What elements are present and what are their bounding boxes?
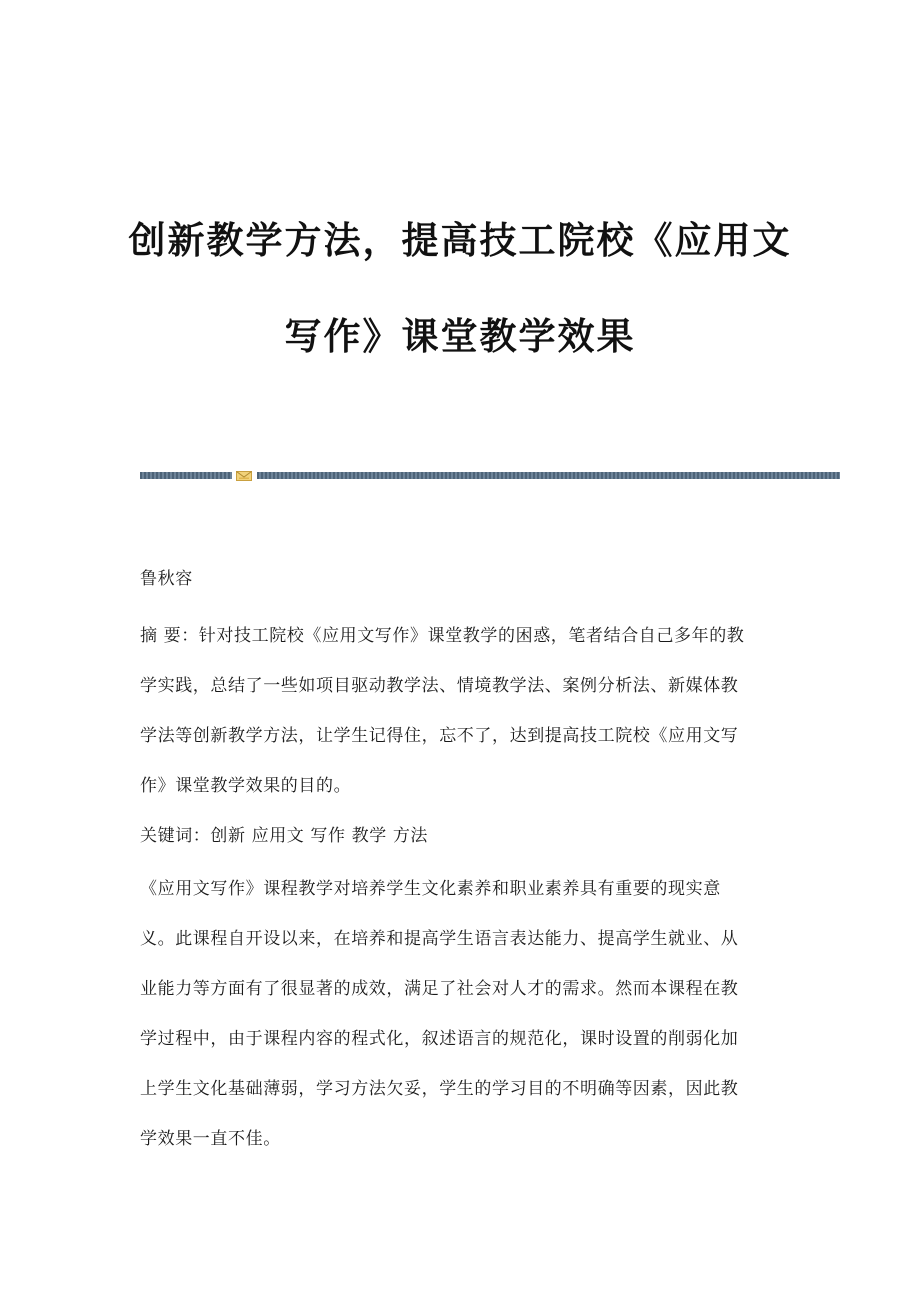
title-line-2: 写作》课堂教学效果 [284,314,636,358]
divider-bar-left [140,472,232,479]
abstract-line: 摘 要：针对技工院校《应用文写作》课堂教学的困惑，笔者结合自己多年的教 [140,626,745,646]
intro-line: 《应用文写作》课程教学对培养学生文化素养和职业素养具有重要的现实意 [140,879,721,899]
abstract-line: 学实践，总结了一些如项目驱动教学法、情境教学法、案例分析法、新媒体教 [140,676,739,696]
intro-line: 业能力等方面有了很显著的成效，满足了社会对人才的需求。然而本课程在教 [140,979,739,999]
abstract-line: 学法等创新教学方法，让学生记得住，忘不了，达到提高技工院校《应用文写 [140,726,739,746]
intro-line: 义。此课程自开设以来，在培养和提高学生语言表达能力、提高学生就业、从 [140,929,739,949]
title-line-1: 创新教学方法，提高技工院校《应用文 [128,218,792,262]
intro-line: 学效果一直不佳。 [140,1129,281,1149]
keywords-line: 关键词：创新 应用文 写作 教学 方法 [140,826,429,846]
author-name: 鲁秋容 [140,569,193,589]
abstract-paragraph [140,628,780,828]
intro-line: 上学生文化基础薄弱，学习方法欠妥，学生的学习目的不明确等因素，因此教 [140,1079,739,1099]
intro-line: 学过程中，由于课程内容的程式化，叙述语言的规范化，课时设置的削弱化加 [140,1029,739,1049]
divider-bar-right [257,472,840,479]
intro-paragraph [140,881,780,1181]
abstract-line: 作》课堂教学效果的目的。 [140,776,352,796]
title-divider [140,471,840,480]
envelope-ornament-icon [236,471,252,481]
